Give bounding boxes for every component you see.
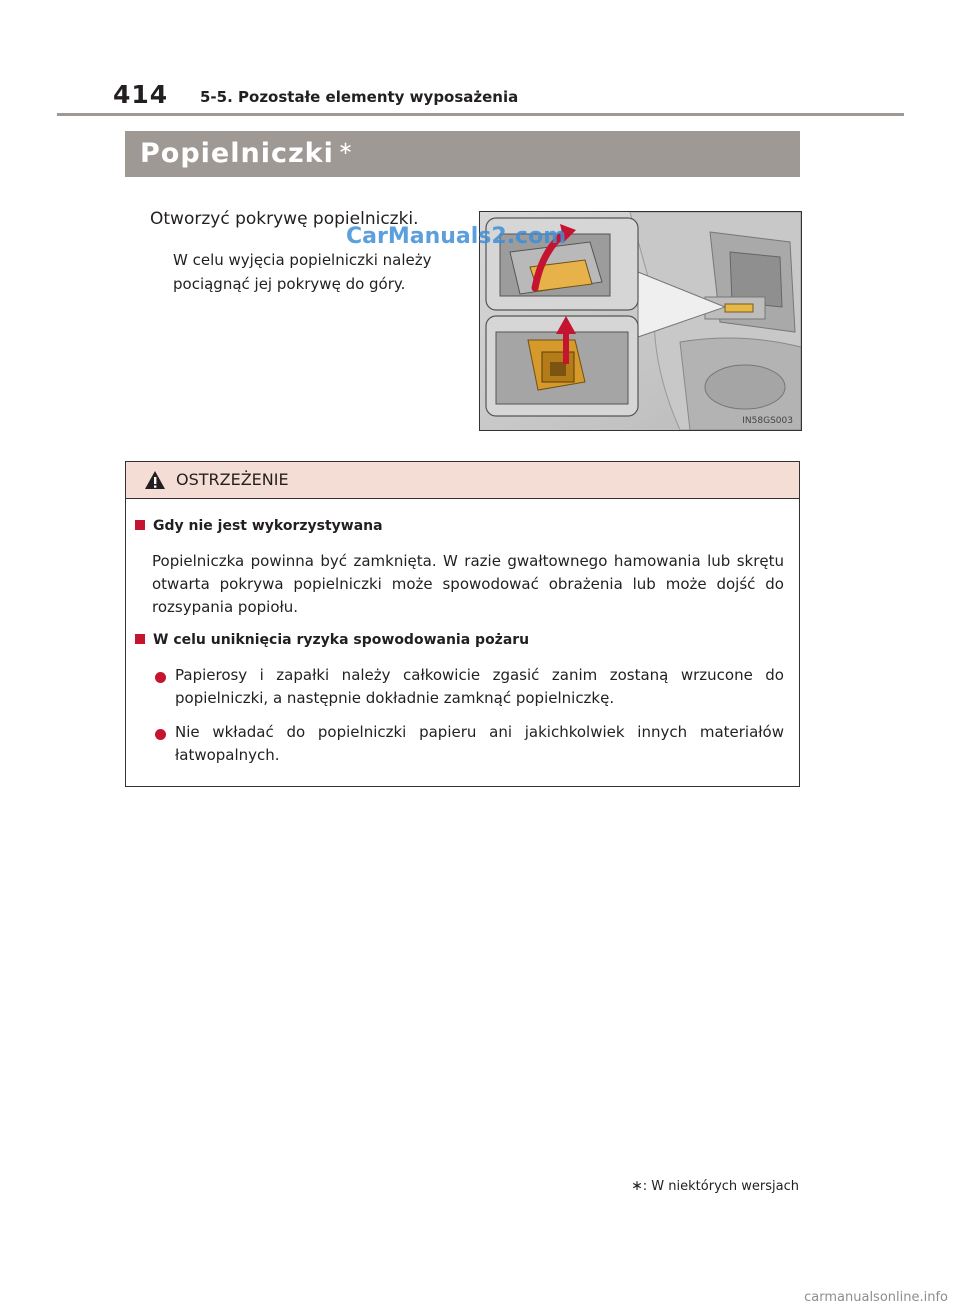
warning-title: OSTRZEŻENIE	[176, 470, 289, 489]
header-rule	[57, 113, 904, 116]
warning-triangle-icon	[144, 470, 166, 490]
optional-mark: ∗	[337, 138, 354, 159]
page-number: 414	[113, 80, 169, 109]
warning-box	[125, 461, 800, 787]
section-title: Popielniczki ∗	[140, 138, 354, 169]
step-note	[173, 248, 473, 296]
footnote: ∗: W niektórych wersjach	[631, 1178, 799, 1194]
site-link[interactable]: carmanualsonline.info	[804, 1290, 948, 1305]
watermark-link[interactable]: CarManuals2.com	[346, 224, 567, 249]
warning-bullet-2: Nie wkładać do popielniczki papieru ani jakichkolwiek innych materiałów łatwopalnych.	[175, 723, 784, 764]
red-square-icon	[135, 520, 145, 530]
section-title-bar	[125, 131, 800, 177]
footnote-mark: ∗	[631, 1178, 643, 1194]
warning-bullet-1: Papierosy i zapałki należy całkowicie zgasić zanim zostaną wrzucone do popielniczki, a następnie dokładnie zamknąć popielniczkę.	[175, 666, 784, 707]
warning-header	[126, 462, 799, 499]
figure-code: IN58GS003	[742, 416, 793, 426]
chapter-title: 5-5. Pozostałe elementy wyposażenia	[200, 88, 519, 106]
red-square-icon	[135, 634, 145, 644]
red-bullet-icon	[155, 729, 166, 740]
step-note-line-2: pociągnąć jej pokrywę do góry.	[173, 275, 406, 293]
warning-text-1: Popielniczka powinna być zamknięta. W razie gwałtownego hamowania lub skrętu otwarta pokrywa popielniczki może spowodować obrażenia lub może dojść do rozsypania popiołu.	[152, 552, 784, 616]
step-note-line-1: W celu wyjęcia popielniczki należy	[173, 251, 432, 269]
warning-heading-1: Gdy nie jest wykorzystywana	[135, 518, 383, 534]
warning-heading-2: W celu uniknięcia ryzyka spowodowania pożaru	[135, 632, 529, 648]
step-instruction: Otworzyć pokrywę popielniczki.	[150, 209, 419, 229]
red-bullet-icon	[155, 672, 166, 683]
